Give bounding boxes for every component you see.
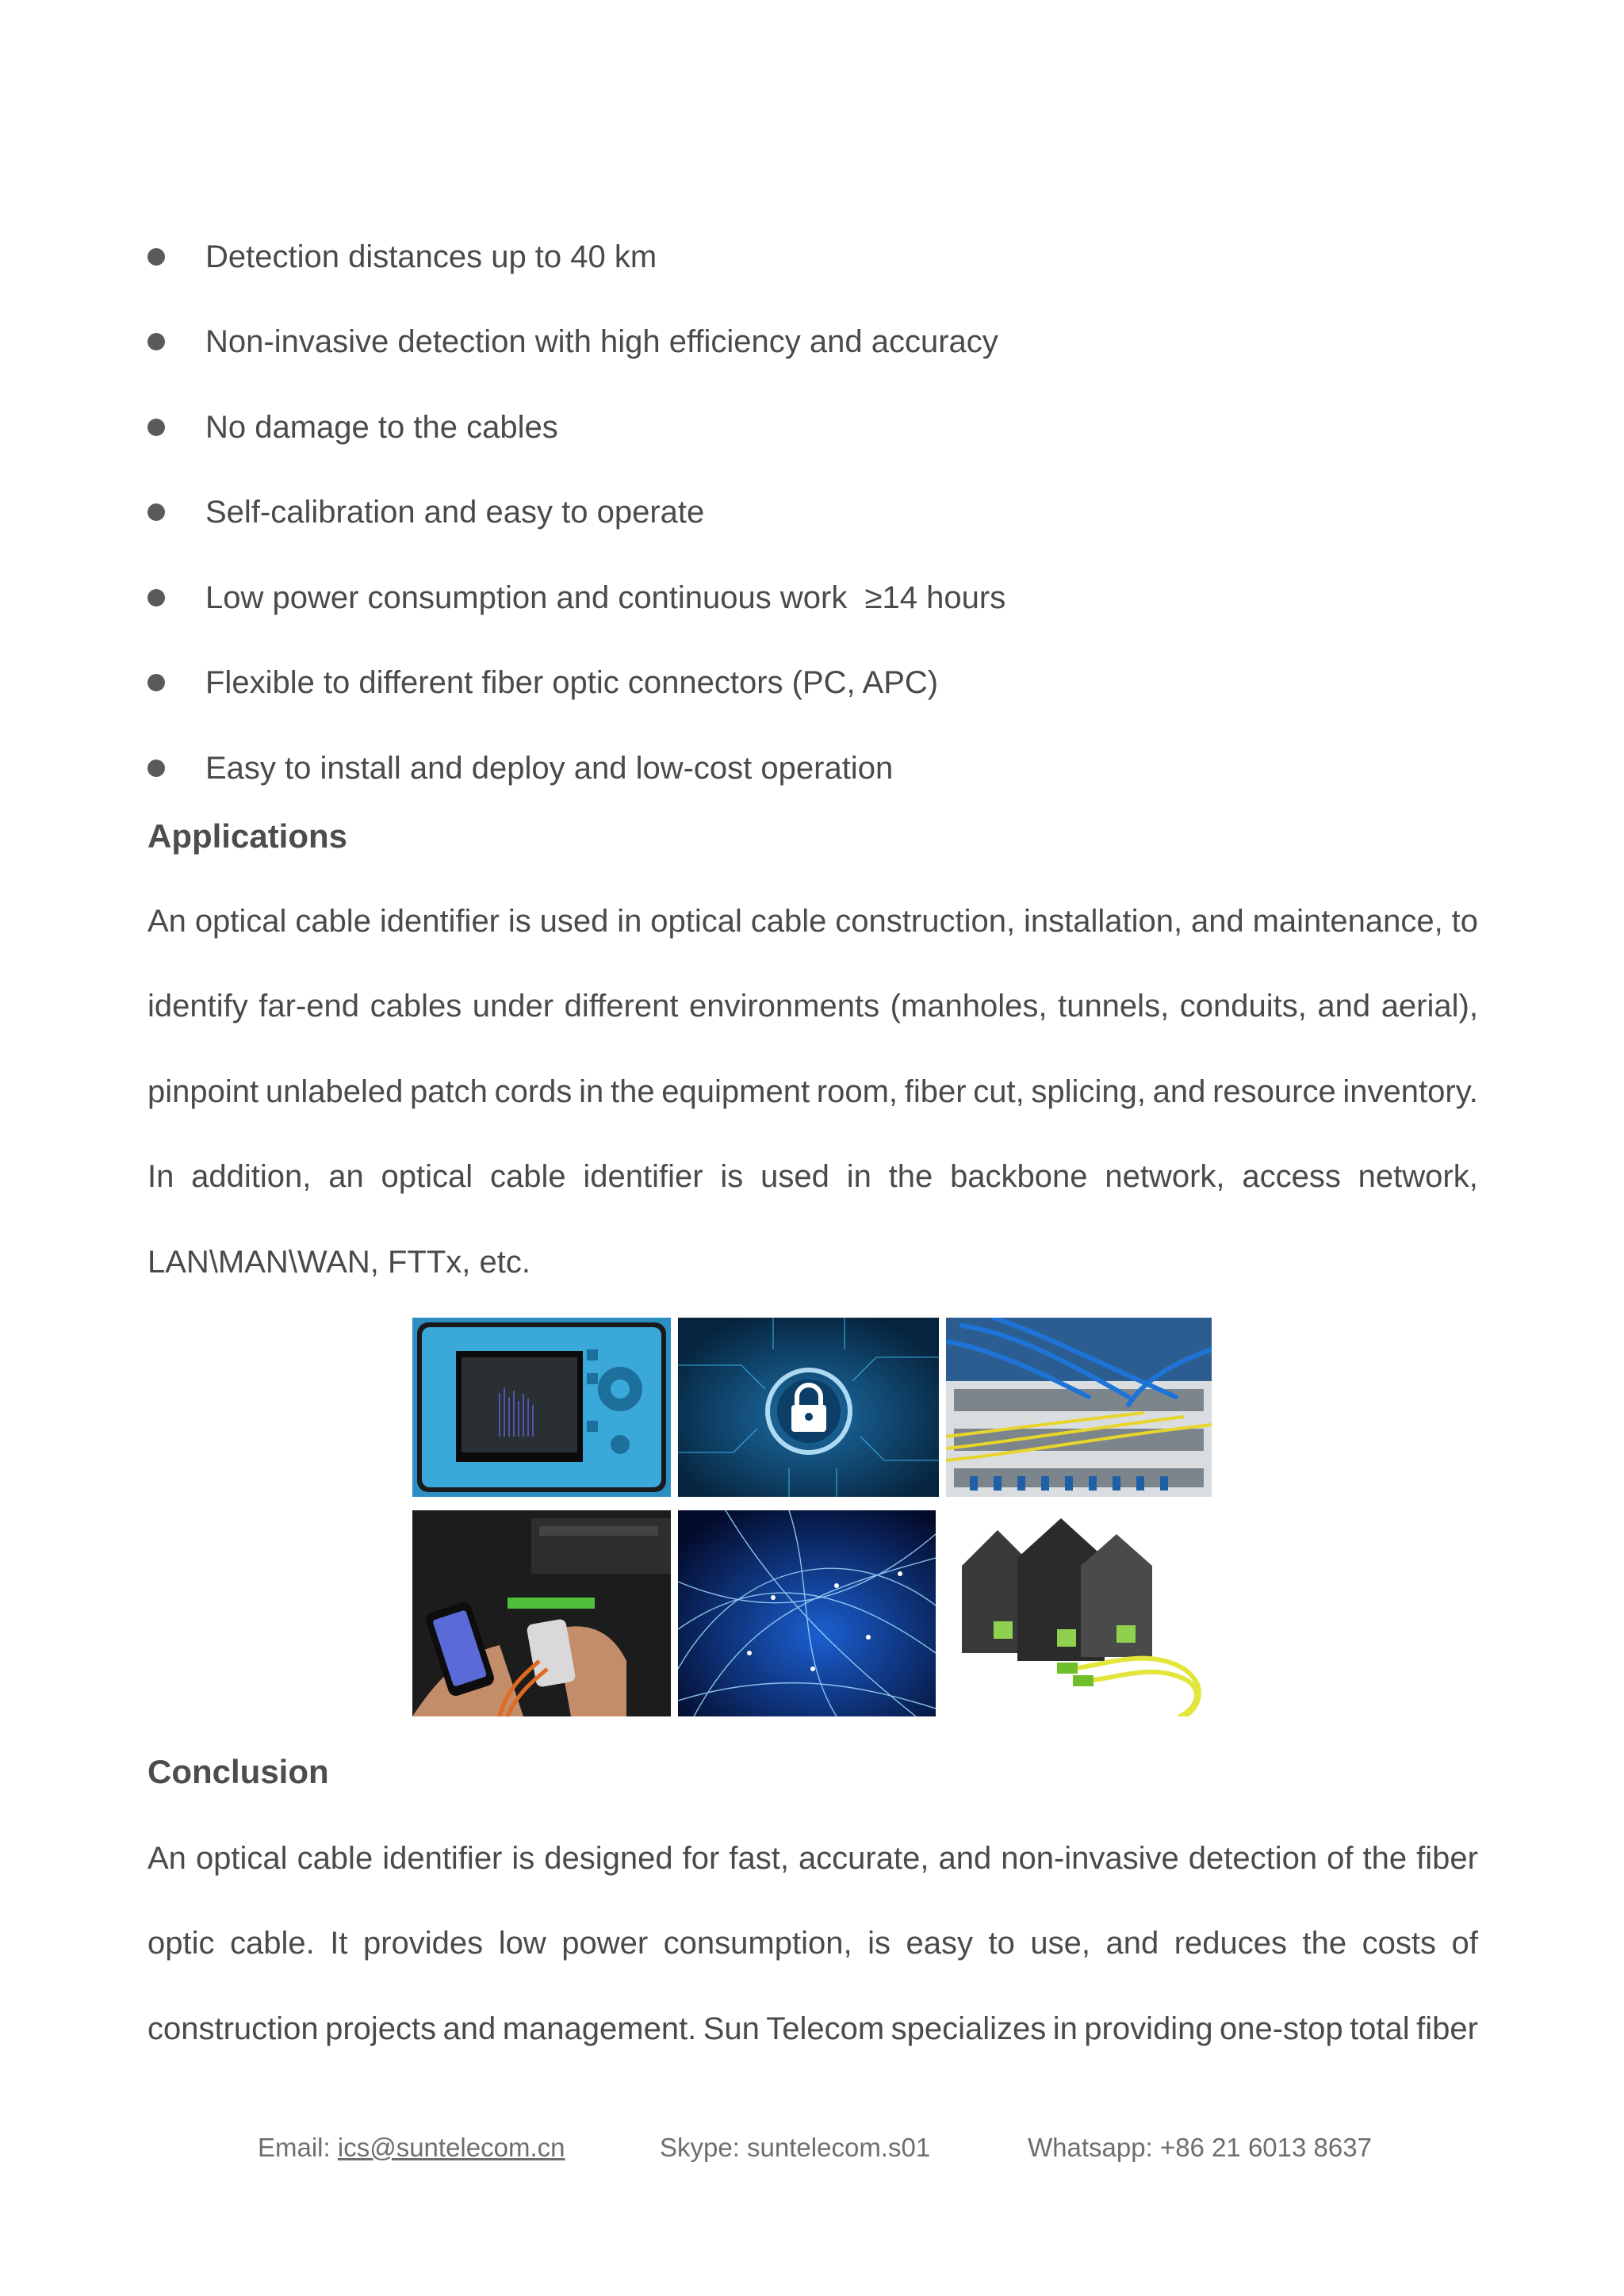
- word: splicing,: [1031, 1073, 1146, 1109]
- word: one-stop: [1219, 2011, 1343, 2046]
- patch-panel-image: [946, 1318, 1212, 1497]
- word: environments: [688, 989, 880, 1024]
- word: in: [1052, 2011, 1078, 2046]
- feature-text: Low power consumption and continuous work ≥14 hours: [205, 580, 1006, 615]
- word: projects: [325, 2011, 437, 2046]
- word: non-invasive: [1001, 1840, 1179, 1876]
- word: provides: [362, 1926, 484, 1961]
- word: network,: [1105, 1159, 1225, 1195]
- word: cut,: [973, 1073, 1025, 1109]
- conclusion-paragraph: [147, 1816, 1478, 2072]
- word: and: [1105, 1926, 1159, 1961]
- word: and: [1317, 989, 1371, 1024]
- word: cords: [494, 1073, 573, 1109]
- word: detection: [1188, 1840, 1318, 1876]
- feature-list: [147, 214, 1496, 811]
- feature-text: Easy to install and deploy and low-cost operation: [205, 750, 894, 786]
- word: cable: [295, 903, 371, 939]
- word: equipment: [661, 1073, 810, 1109]
- word: total: [1350, 2011, 1410, 2046]
- word: an: [328, 1159, 364, 1195]
- word: backbone: [950, 1159, 1088, 1195]
- word: construction: [147, 2011, 319, 2046]
- word: optical: [381, 1159, 473, 1195]
- list-item: [147, 555, 1496, 641]
- word: the: [1362, 1840, 1408, 1876]
- word: optic: [147, 1926, 215, 1961]
- bullet-icon: [147, 589, 165, 607]
- word: An: [147, 903, 186, 939]
- email-label: Email:: [258, 2133, 338, 2162]
- feature-text: No damage to the cables: [205, 409, 558, 445]
- list-item: [147, 725, 1496, 811]
- word: costs: [1362, 1926, 1436, 1961]
- word: resource: [1212, 1073, 1336, 1109]
- paragraph-line: [147, 964, 1478, 1050]
- global-network-image: [678, 1510, 936, 1716]
- feature-text: Detection distances up to 40 km: [205, 239, 657, 274]
- word: is: [868, 1926, 891, 1961]
- word: room,: [816, 1073, 898, 1109]
- word: and: [1190, 903, 1244, 939]
- word: cable: [297, 1840, 373, 1876]
- paragraph-line: [147, 1135, 1478, 1220]
- word: fiber: [1416, 1840, 1478, 1876]
- word: fiber: [1416, 2011, 1478, 2046]
- word: easy: [906, 1926, 973, 1961]
- word: An: [147, 1840, 186, 1876]
- word: cable: [750, 903, 827, 939]
- word: optical: [195, 1840, 288, 1876]
- word: is: [720, 1159, 744, 1195]
- word: It: [330, 1926, 348, 1961]
- word: designed: [544, 1840, 673, 1876]
- word: to: [1451, 903, 1478, 939]
- list-item: [147, 470, 1496, 556]
- list-item: [147, 385, 1496, 470]
- applications-heading: Applications: [147, 817, 348, 855]
- word: power: [561, 1926, 649, 1961]
- word: for: [682, 1840, 720, 1876]
- feature-text: Self-calibration and easy to operate: [205, 495, 705, 530]
- word: reduces: [1174, 1926, 1288, 1961]
- word: inventory.: [1342, 1073, 1478, 1109]
- paragraph-line: [147, 1049, 1478, 1135]
- word: fast,: [729, 1840, 789, 1876]
- fttx-houses-image: [946, 1510, 1212, 1716]
- footer-email: [258, 2128, 565, 2168]
- paragraph-line: [147, 1816, 1478, 1901]
- conclusion-heading: Conclusion: [147, 1753, 329, 1790]
- word: low: [498, 1926, 546, 1961]
- word: construction,: [835, 903, 1016, 939]
- paragraph-line: [147, 1986, 1478, 2072]
- word: use,: [1030, 1926, 1090, 1961]
- word: addition,: [191, 1159, 312, 1195]
- word: fiber: [904, 1073, 967, 1109]
- word: optical: [194, 903, 287, 939]
- paragraph-line: [147, 1901, 1478, 1987]
- word: specializes: [891, 2011, 1047, 2046]
- bullet-icon: [147, 674, 165, 691]
- word: far-end: [259, 989, 360, 1024]
- word: used: [760, 1159, 829, 1195]
- word: aerial),: [1381, 989, 1478, 1024]
- word: pinpoint: [147, 1073, 259, 1109]
- word: identifier: [382, 1840, 503, 1876]
- feature-text: Flexible to different fiber optic connectors (PC, APC): [205, 665, 939, 701]
- word: access: [1242, 1159, 1341, 1195]
- word: network,: [1358, 1159, 1478, 1195]
- word: providing: [1084, 2011, 1213, 2046]
- word: installation,: [1023, 903, 1183, 939]
- word: and: [1152, 1073, 1206, 1109]
- word: and: [938, 1840, 992, 1876]
- technician-phone-image: [412, 1510, 671, 1716]
- word: of: [1327, 1840, 1354, 1876]
- bullet-icon: [147, 333, 165, 350]
- word: to: [988, 1926, 1015, 1961]
- word: cable.: [230, 1926, 315, 1961]
- word: in: [617, 903, 642, 939]
- email-link[interactable]: ics@suntelecom.cn: [337, 2133, 565, 2162]
- word: (manholes,: [890, 989, 1048, 1024]
- word: Telecom: [766, 2011, 885, 2046]
- word: identify: [147, 989, 248, 1024]
- word: used: [539, 903, 609, 939]
- word: under: [472, 989, 554, 1024]
- word: patch: [410, 1073, 488, 1109]
- paragraph-line: [147, 878, 1478, 964]
- word: cables: [370, 989, 462, 1024]
- bullet-icon: [147, 503, 165, 521]
- word: is: [511, 1840, 535, 1876]
- word: is: [508, 903, 531, 939]
- word: identifier: [583, 1159, 703, 1195]
- word: the: [888, 1159, 933, 1195]
- list-item: [147, 641, 1496, 726]
- bullet-icon: [147, 760, 165, 777]
- footer-whatsapp: Whatsapp: +86 21 6013 8637: [1028, 2133, 1372, 2162]
- applications-paragraph: [147, 878, 1478, 1305]
- word: identifier: [379, 903, 500, 939]
- word: and: [442, 2011, 496, 2046]
- word: In: [147, 1159, 174, 1195]
- word: the: [1302, 1926, 1347, 1961]
- page-footer: [0, 2128, 1624, 2168]
- word: accurate,: [798, 1840, 929, 1876]
- word: Sun: [703, 2011, 760, 2046]
- word: of: [1451, 1926, 1478, 1961]
- word: the: [610, 1073, 655, 1109]
- word: in: [579, 1073, 604, 1109]
- paragraph-line: LAN\MAN\WAN, FTTx, etc.: [147, 1244, 530, 1280]
- word: conduits,: [1179, 989, 1307, 1024]
- word: unlabeled: [265, 1073, 404, 1109]
- bullet-icon: [147, 419, 165, 436]
- list-item: [147, 214, 1496, 300]
- word: optical: [650, 903, 742, 939]
- word: cable: [489, 1159, 566, 1195]
- word: different: [564, 989, 679, 1024]
- word: management.: [502, 2011, 697, 2046]
- word: in: [846, 1159, 871, 1195]
- list-item: [147, 300, 1496, 385]
- security-lock-image: [678, 1318, 939, 1497]
- word: maintenance,: [1252, 903, 1443, 939]
- footer-skype: Skype: suntelecom.s01: [660, 2133, 931, 2162]
- word: tunnels,: [1058, 989, 1170, 1024]
- word: consumption,: [663, 1926, 852, 1961]
- feature-text: Non-invasive detection with high efficiency and accuracy: [205, 324, 998, 360]
- bullet-icon: [147, 248, 165, 266]
- otdr-device-image: [412, 1318, 671, 1497]
